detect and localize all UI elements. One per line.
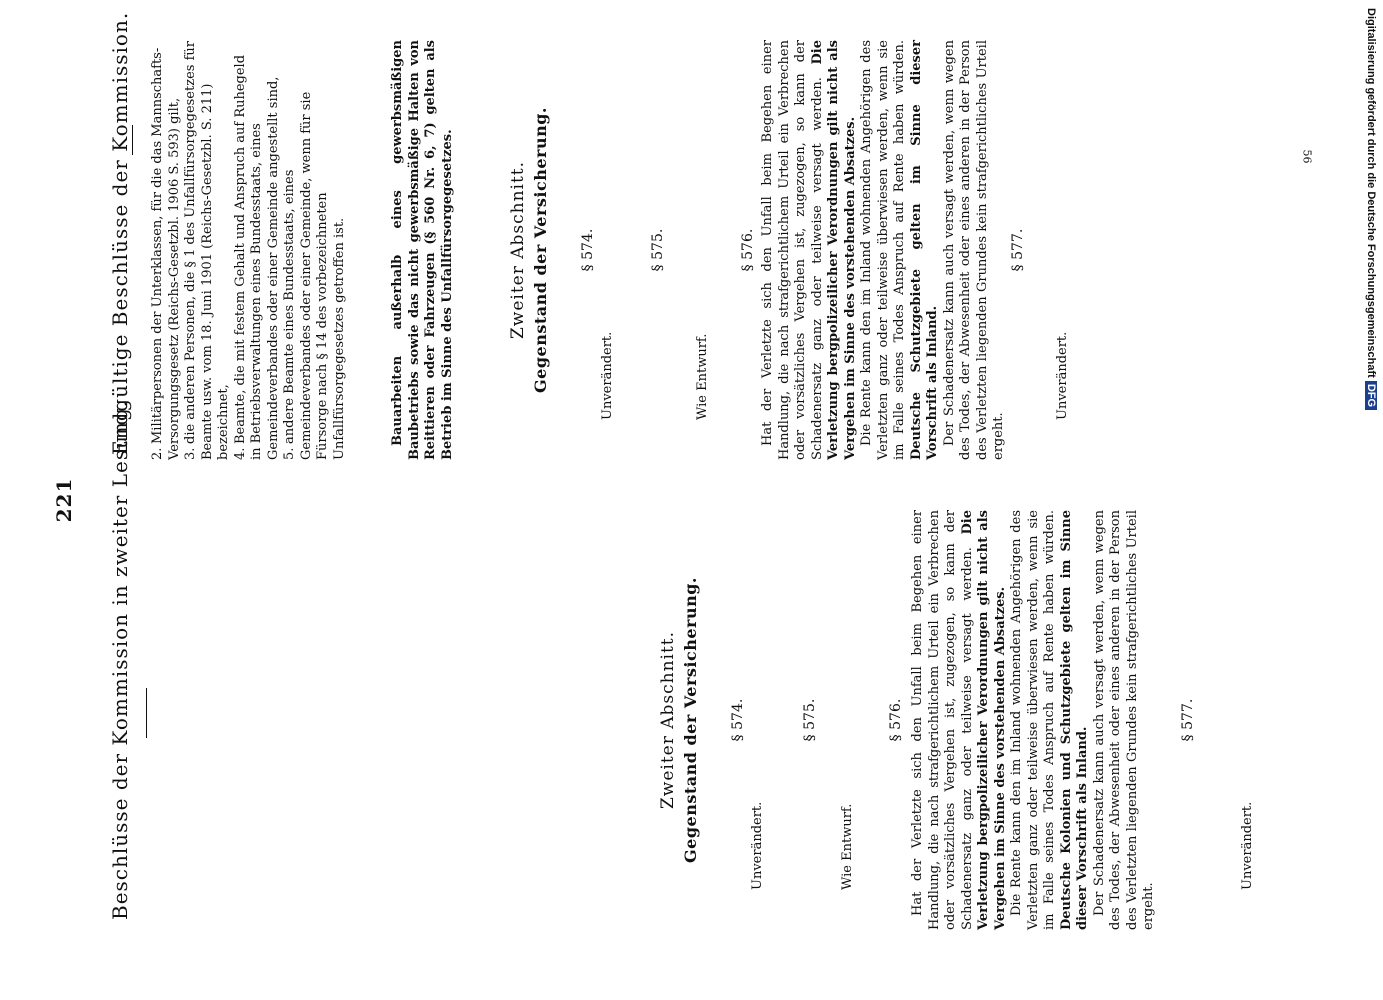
right-576-paragraph-2 (859, 40, 942, 460)
right-column-heading: Endgültige Beschlüsse der Kommission. (108, 11, 132, 455)
list-item: 3.die anderen Personen, die § 1 des Unfallfürsorgegesetzes für Beamte usw. vom 18. Juni 1901 (Reichs-Gesetzbl. S. 211) bezeichnet, (183, 41, 231, 460)
right-heading-rule (132, 125, 133, 155)
right-576-text-2: Die Rente kann den im Inland wohnenden Angehörigen des Verletzten ganz oder teilweise überwiesen werden, wenn sie im Falle seines Todes Anspruch auf Rente haben würden. (859, 40, 907, 460)
right-574-text: Unverändert. (600, 331, 615, 420)
right-576-text-1: Hat der Verletzte sich den Unfall beim Begehen einer Handlung, die nach strafgerichtlichem Urteil ein Verbrechen oder vorsätzliches Vergehen ist, zugezogen, so kann der Schadenersatz ganz oder teilweise versagt werden. (760, 40, 825, 460)
right-para-575: § 575. (650, 228, 666, 272)
right-para-576: § 576. (740, 228, 756, 272)
left-576-text-2: Die Rente kann den im Inland wohnenden Angehörigen des Verletzten ganz oder teilweise überwiesen werden, wenn sie im Falle seines Todes Anspruch auf Rente haben würden. (1009, 510, 1057, 930)
left-heading-rule (146, 688, 147, 738)
left-577-text: Unverändert. (1240, 801, 1255, 890)
right-para-574: § 574. (580, 228, 596, 272)
right-section-title: Zweiter Abschnitt. (508, 160, 528, 340)
left-para-575: § 575. (802, 698, 818, 742)
right-column (150, 40, 1300, 460)
list-item: 2.Militärpersonen der Unterklassen, für die das Mannschafts-Versorgungsgesetz (Reichs-Gesetzbl. 1906 S. 593) gilt, (150, 47, 182, 460)
left-576-paragraph-2 (1009, 510, 1092, 930)
footer-page-number: 56 (1300, 149, 1314, 164)
page-number: 221 (52, 477, 76, 523)
left-576-paragraph-1 (910, 510, 1009, 930)
right-576-paragraph-1 (760, 40, 859, 460)
right-576-bold-2: Deutsche Schutzgebiete gelten im Sinne dieser Vorschrift als Inland. (908, 40, 940, 460)
right-575-text: Wie Entwurf. (695, 333, 710, 420)
left-575-text: Wie Entwurf. (840, 803, 855, 890)
left-576-bold-2: Deutsche Kolonien und Schutzgebiete gelten im Sinne dieser Vorschrift als Inland. (1058, 510, 1090, 930)
left-section-subtitle: Gegenstand der Versicherung. (680, 577, 700, 864)
right-bau-text: Bauarbeiten außerhalb eines gewerbsmäßigen Baubetriebs sowie das nicht gewerbsmäßige Halten von Reittieren oder Fahrzeugen (§ 560 Nr. 6, 7) gelten als Betrieb im Sinne des Unfallfürsorgegesetzes. (390, 40, 455, 460)
dfg-logo: DFG (1365, 381, 1377, 410)
dfg-sidebar (1362, 8, 1380, 992)
left-para-576: § 576. (888, 698, 904, 742)
left-para-574: § 574. (730, 698, 746, 742)
right-numbered-list (150, 40, 348, 460)
left-576-bold-1: Die Verletzung bergpolizeilicher Verordnungen gilt nicht als Vergehen im Sinne des vorstehenden Absatzes. (959, 510, 1008, 930)
left-para-577: § 577. (1180, 698, 1196, 742)
dfg-credit (1362, 8, 1380, 992)
right-para-577: § 577. (1010, 228, 1026, 272)
left-576-text-3: Der Schadenersatz kann auch versagt werden, wenn wegen des Todes, der Abwesenheit oder eines anderen in der Person des Verletzten liegenden Grundes kein strafgerichtliches Urteil ergeht. (1091, 510, 1156, 930)
right-577-text: Unverändert. (1055, 331, 1070, 420)
left-574-text: Unverändert. (750, 801, 765, 890)
right-section-subtitle: Gegenstand der Versicherung. (530, 107, 550, 394)
dfg-credit-text: Digitalisierung gefördert durch die Deutsche Forschungsgemeinschaft (1365, 8, 1377, 378)
list-item: 4.Beamte, die mit festem Gehalt und Anspruch auf Ruhegeld in Betriebsverwaltungen eines Bundesstaats, eines Gemeindeverbandes oder einer Gemeinde angestellt sind, (232, 54, 281, 460)
left-column-heading: Beschlüsse der Kommission in zweiter Lesung. (108, 399, 132, 920)
left-576-text-1: Hat der Verletzte sich den Unfall beim Begehen einer Handlung, die nach strafgerichtlichem Urteil ein Verbrechen oder vorsätzliches Vergehen ist, zugezogen, so kann der Schadenersatz ganz oder teilweise versagt werden. (910, 510, 975, 930)
right-576-text-3: Der Schadenersatz kann auch versagt werden, wenn wegen des Todes, der Abwesenheit oder eines anderen in der Person des Verletzten liegenden Grundes kein strafgerichtliches Urteil ergeht. (941, 40, 1006, 460)
left-section-title: Zweiter Abschnitt. (658, 630, 678, 810)
list-item: 5.andere Beamte eines Bundesstaats, eines Gemeindeverbandes oder einer Gemeinde, wenn für sie Fürsorge nach § 14 des vorbezeichneten Unfallfürsorgegesetzes getroffen ist. (282, 91, 347, 460)
left-column (150, 510, 1300, 930)
right-576-bold-1: Die Verletzung bergpolizeilicher Verordnungen gilt nicht als Vergehen im Sinne des vorstehenden Absatzes. (809, 40, 858, 460)
